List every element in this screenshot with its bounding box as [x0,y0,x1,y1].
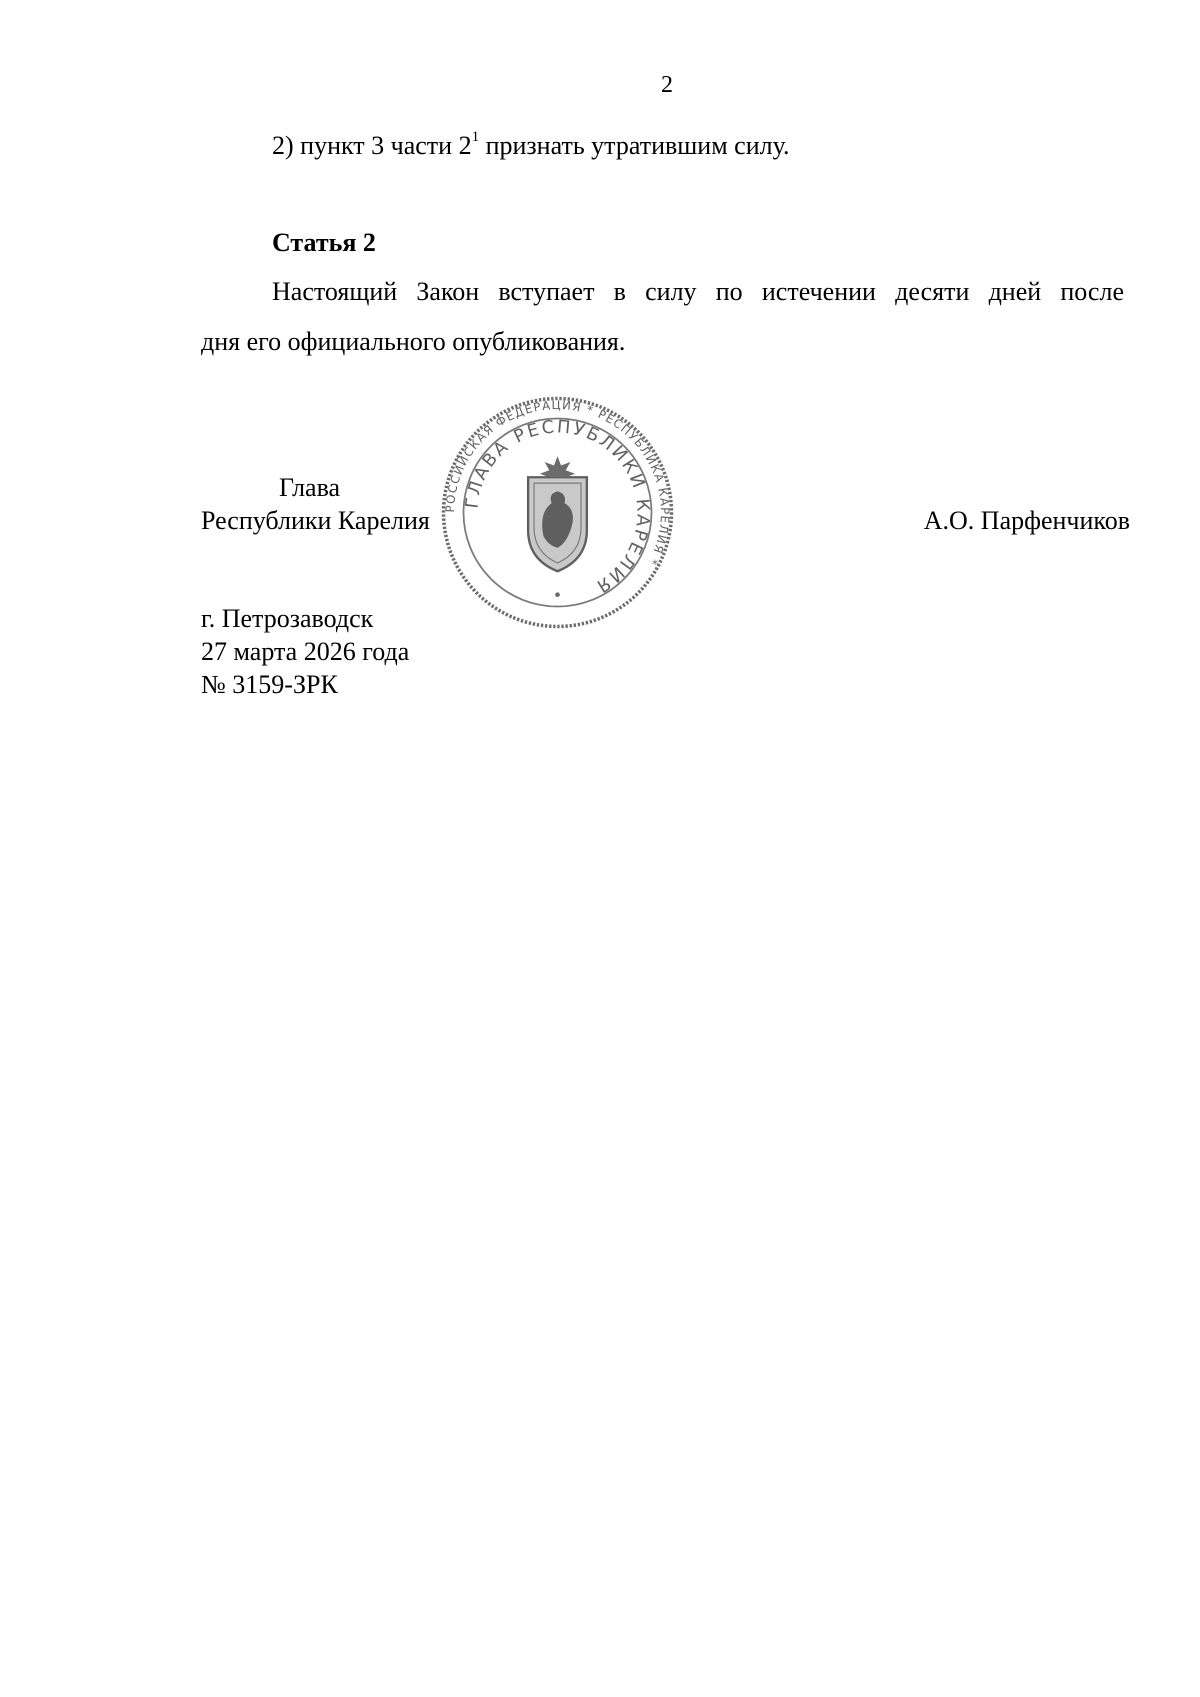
item-2-text-before: 2) пункт 3 части 2 [272,131,472,160]
item-2-text [272,131,790,161]
signatory-name: А.О. Парфенчиков [923,506,1130,535]
law-number: № 3159-ЗРК [201,670,338,699]
article-paragraph-line-1: Настоящий Закон вступает в силу по истечении десяти дней после [272,277,1124,306]
signing-date: 27 марта 2026 года [201,637,410,666]
item-2-superscript: 1 [471,129,480,145]
seal-inner-text: ГЛАВА РЕСПУБЛИКИ КАРЕЛИЯ [462,417,653,597]
signatory-title-line-2: Республики Карелия [201,506,430,535]
page-number: 2 [661,72,673,98]
article-heading: Статья 2 [272,228,376,257]
item-2-text-after: признать утратившим силу. [479,131,790,160]
place-of-signing: г. Петрозаводск [201,604,374,633]
signatory-title-line-1: Глава [279,473,341,502]
official-seal [440,395,675,630]
article-paragraph-line-2: дня его официального опубликования. [201,327,626,356]
karelia-coat-of-arms-icon [528,456,587,571]
seal-outer-text: РОССИЙСКАЯ ФЕДЕРАЦИЯ * РЕСПУБЛИКА КАРЕЛИЯ * [443,398,672,569]
